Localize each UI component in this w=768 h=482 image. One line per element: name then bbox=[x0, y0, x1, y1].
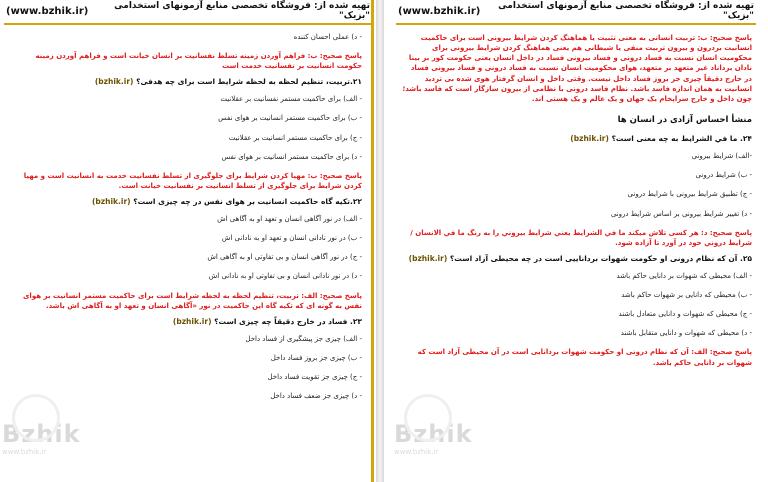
book-gutter bbox=[376, 0, 384, 482]
right-header-site[interactable]: (www.bzhik.ir) bbox=[398, 5, 481, 17]
watermark-url: www.bzhik.ir bbox=[394, 448, 439, 456]
question-23-option-c: - ج) چیزی جز تقویت فساد داخل bbox=[267, 373, 362, 382]
left-page bbox=[0, 0, 376, 482]
question-22-text: ۲۲.تکیه گاه حاکمیت انسانیت بر هوای نفس در چه چیزی است؟ bbox=[133, 197, 362, 207]
question-24-text: ۲۴. ما في الشرايط به چه معنی است؟ bbox=[611, 134, 752, 144]
watermark-logo: Bzhik bbox=[2, 420, 81, 448]
question-22-option-a: - الف) در نور آگاهی انسان و تعهد او به آگاهی اش bbox=[217, 215, 362, 224]
question-21-option-a: - الف) برای حاکمیت مستمر نفسانیت بر عقلانیت bbox=[220, 95, 362, 104]
watermark-logo: Bzhik bbox=[394, 420, 473, 448]
right-page bbox=[384, 0, 768, 482]
question-23 bbox=[10, 317, 362, 328]
question-23-option-a: - الف) چیزی جز پیشگیری از فساد داخل bbox=[245, 334, 362, 343]
question-23-option-b: - ب) چیزی جز بروز فساد داخل bbox=[270, 353, 362, 362]
question-25-ref: (bzhik.ir) bbox=[408, 254, 448, 264]
question-21-text: ۲۱.تربیت، تنظیم لحظه به لحظه شرایط است برای چه هدفی؟ bbox=[136, 77, 362, 87]
question-22-ref: (bzhik.ir) bbox=[91, 197, 131, 207]
right-page-content bbox=[402, 30, 752, 374]
question-22-option-d: - د) در نور نادانی انسان و بی تفاوتی او به نادانی اش bbox=[208, 272, 362, 281]
left-header-divider bbox=[4, 23, 372, 25]
question-21-option-b: - ب) برای حاکمیت مستمر انسانیت بر هوای نفس bbox=[218, 114, 362, 123]
question-23-text: ۲۳. فساد در خارج دقیقاً چه چیزی است؟ bbox=[214, 316, 362, 326]
question-21-option-c: - ج) برای حاکمیت مستمر انسانیت بر عقلانیت bbox=[228, 133, 362, 142]
question-25-answer: پاسخ صحیح: الف: آن که نظام درونی او حکومت شهوات بردانایی است در آن محیطی آزاد است که شهوات بر دانایی حاکم باشد. bbox=[417, 348, 752, 367]
question-21-option-d: - د) برای حاکمیت مستمر انسانیت بر هوای نفس bbox=[221, 152, 362, 161]
question-21-answer: پاسخ صحیح: ب: مهیا کردن شرایط برای جلوگیری از تسلط نفسانیت خدمت به انسانیت است و مهیا کردن شرایط برای جلوگیری از تسلط انسانیت بر نفسانیت خیانت است. bbox=[23, 171, 362, 190]
question-25-option-a: - الف) محیطی که شهوات بر دانایی حاکم باشد bbox=[616, 271, 752, 280]
question-21 bbox=[10, 77, 362, 88]
right-header-title: تهیه شده از: فروشگاه تخصصی منابع آزمونهای استخدامی "بزیک" bbox=[498, 1, 754, 21]
question-22-option-c: - ج) در نور آگاهی انسان و بی تفاوتی او به آگاهی اش bbox=[207, 253, 362, 262]
watermark-logo-icon bbox=[404, 394, 452, 442]
question-24-option-a: -الف) شرایط بیرونی bbox=[691, 152, 752, 161]
question-22-answer: پاسخ صحیح: الف: تربیت، تنظیم لحظه به لحظه شرایط است برای حاکمیت مستمر انسانیت بر هوای نفس به گونه ای که تکیه گاه این حاکمیت در نور «آگاهی انسان و تعهد او به آگاهی اش باشد. bbox=[23, 291, 362, 310]
question-22 bbox=[10, 197, 362, 208]
question-25-option-b: - ب) محیطی که دانایی بر شهوات حاکم باشد bbox=[621, 291, 752, 300]
answer-prev: پاسخ صحیح: ب: فراهم آوردن زمینه تسلط نفسانیت بر انسان خیانت است و فراهم آوردن زمینه حکومت انسانیت بر نفسانیت خدمت است bbox=[35, 52, 362, 71]
question-23-ref: (bzhik.ir) bbox=[172, 316, 212, 326]
left-page-side-bar bbox=[371, 0, 374, 482]
right-page-header bbox=[398, 0, 754, 22]
question-24-ref: (bzhik.ir) bbox=[570, 134, 609, 144]
question-21-ref: (bzhik.ir) bbox=[94, 77, 134, 87]
question-24-option-b: - ب) شرایط درونی bbox=[695, 171, 752, 180]
right-watermark bbox=[394, 420, 484, 476]
left-page-content bbox=[10, 30, 362, 410]
question-23-option-d: - د) چیزی جز ضعف فساد داخل bbox=[270, 392, 362, 401]
left-watermark bbox=[2, 420, 92, 476]
section-title: منشأ احساس آزادی در انسان ها bbox=[617, 114, 752, 125]
watermark-logo-icon bbox=[12, 394, 60, 442]
question-25-text: ۲۵. آن که نظام درونی او حکومت شهوات برداناییی است در چه محیطی آزاد است؟ bbox=[449, 254, 752, 264]
left-header-site[interactable]: (www.bzhik.ir) bbox=[6, 5, 89, 17]
question-24 bbox=[402, 134, 752, 145]
question-22-option-b: - ب) در نور نادانی انسان و تعهد او به نادانی اش bbox=[221, 234, 362, 243]
answer-23: پاسخ صحیح: ب: تربیت انسانی به معنی تثبیت یا هماهنگ کردن شرایط بیرونی است برای حاکمیت انسانیت بردرون و بیرون تربیت منفی یا شیطانی هم یعنی هماهنگ کردن شرایط بیرونی برای محکومیت انسان نسبت به فساد درونی و فساد بیرونی فساد در داخل انسان یعنی حکومت کور بر بینا نادان برداناد غیر متعهد بر متعهد، هوای محکومیت انسان نسبت به فساد درونی و فساد بیرونی فساد در خارج دقیقاً چیزی جز بروز فساد داخل نیست. وقتی داخل و انسان گرفتار هوی شده بی تردید انسانیت به همان اندازه فاسد باشد. نظام فاسد درونی با نظامی از بیرون سازگار است که فاسد باشد؛ چون داخل و خارج سراپخام یک جهان و یک عالم و یک هستی اند. bbox=[402, 34, 752, 103]
question-25 bbox=[402, 254, 752, 265]
question-24-answer: پاسخ صحیح: د: هر کسی تلاش میکند ما في الشرايط يعني شرايط بيروني را به رنگ ما في الانسان / شرايط دروني خود در آورد تا آزاده شود. bbox=[410, 228, 752, 247]
question-24-option-d: - د) تغییر شرایط بیرونی بر اساس شرایط درونی bbox=[610, 209, 752, 218]
question-24-option-c: - ج) تطبیق شرایط بیرونی با شرایط درونی bbox=[627, 190, 752, 199]
left-page-header bbox=[6, 0, 370, 22]
question-25-option-d: - د) محیطی که شهوات و دانایی متقابل باشند bbox=[620, 329, 752, 338]
option-d-prev: - د) عملی احسان کننده bbox=[293, 33, 362, 41]
question-25-option-c: - ج) محیطی که شهوات و دانایی متعادل باشند bbox=[618, 310, 752, 319]
watermark-url: www.bzhik.ir bbox=[2, 448, 47, 456]
left-header-title: تهیه شده از: فروشگاه تخصصی منابع آزمونهای استخدامی "بزیک" bbox=[114, 1, 370, 21]
right-header-divider bbox=[396, 23, 756, 25]
